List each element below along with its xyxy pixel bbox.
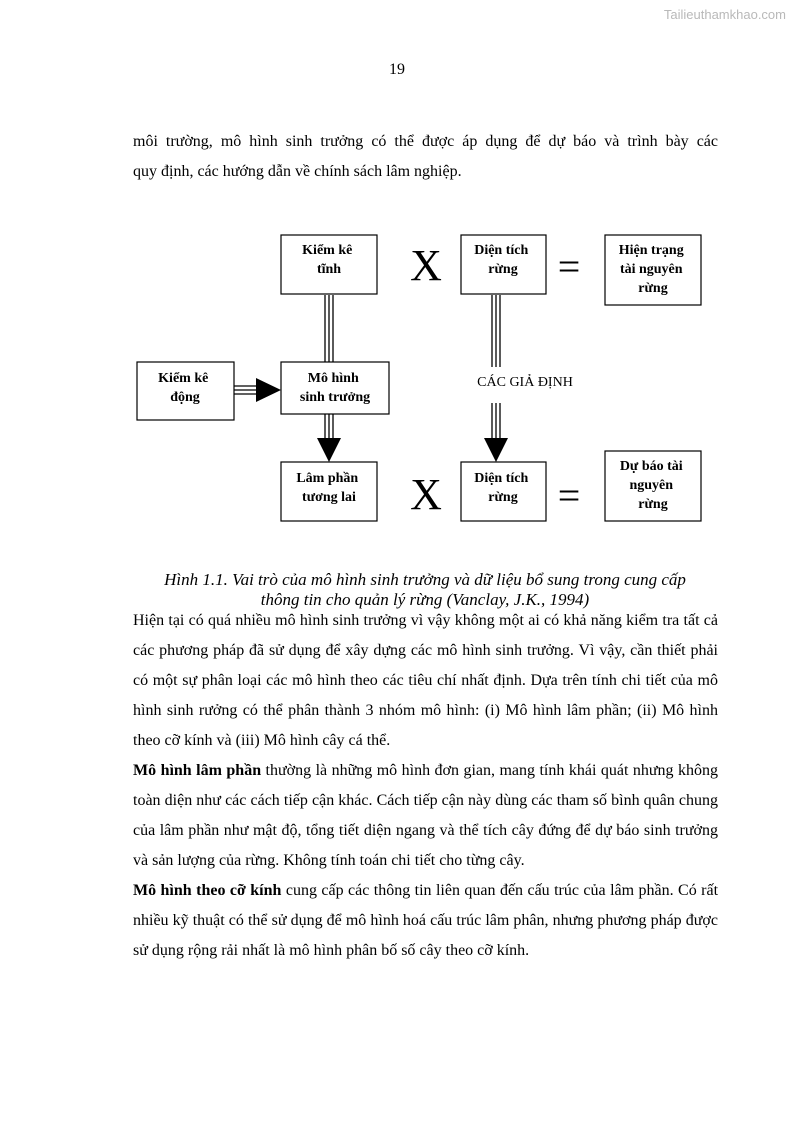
connector-static-to-model xyxy=(325,295,333,362)
growth-model-diagram xyxy=(0,0,794,560)
arrow-dynamic-to-model xyxy=(234,378,281,402)
watermark: Tailieuthamkhao.com xyxy=(663,7,786,22)
box-growth-model xyxy=(281,362,389,414)
label-current-resources: Hiện trạng tài nguyên rừng xyxy=(618,243,684,296)
label-future-stand: Lâm phần tương lai xyxy=(296,471,359,505)
label-forecast-resources: Dự báo tài nguyên rừng xyxy=(619,459,683,512)
equals-symbol-top: = xyxy=(557,244,581,289)
label-growth-model: Mô hình sinh trưởng xyxy=(299,371,371,405)
paragraph-overview: Hiện tại có quá nhiều mô hình sinh trưởng vì vậy không một ai có khả năng kiểm tra tất cả các phương pháp đã sử dụng để xây dựng các mô hình sinh trưởng. Vì vậy, cần thiết phải có một sự phân loại các mô hình theo các tiêu chí nhất định. Dựa trên tính chi tiết của mô hình sinh rưởng có thể phân thành 3 nhóm mô hình: (i) Mô hình lâm phần; (ii) Mô hình theo cỡ kính và (iii) Mô hình cây cá thể. xyxy=(133,612,718,749)
figure-caption xyxy=(100,570,750,610)
paragraph-stand-model-text: thường là những mô hình đơn gian, mang tính khái quát nhưng không toàn diện như các cách tiếp cận khác. Cách tiếp cận này dùng các tham số bình quân chung của lâm phần như mật độ, tổng tiết diện ngang và thể tích cây đứng để dự báo sinh trưởng và sản lượng của rừng. Không tính toán chi tiết cho từng cây. xyxy=(133,762,718,869)
page-number: 19 xyxy=(389,61,405,78)
intro-line-2: quy định, các hướng dẫn về chính sách lâm nghiệp. xyxy=(133,163,462,180)
body-text xyxy=(133,606,718,966)
caption-line-1: Hình 1.1. Vai trò của mô hình sinh trưởng và dữ liệu bổ sung trong cung cấp xyxy=(164,570,686,589)
term-stand-model: Mô hình lâm phần xyxy=(133,762,262,779)
intro-line-1: môi trường, mô hình sinh trưởng có thể được áp dụng để dự báo và trình bày các xyxy=(133,133,718,150)
label-area-top: Diện tích rừng xyxy=(474,243,529,277)
label-area-bottom: Diện tích rừng xyxy=(474,471,529,505)
multiply-symbol-top: X xyxy=(410,241,442,290)
arrow-model-to-future xyxy=(317,414,341,462)
label-dynamic-inventory: Kiểm kê động xyxy=(158,371,209,405)
paragraph-stand-model xyxy=(133,756,718,876)
paragraph-diameter-class-text: cung cấp các thông tin liên quan đến cấu trúc của lâm phần. Có rất nhiều kỹ thuật có thể sử dụng để mô hình hoá cấu trúc lâm phân, nhưng phương pháp được sử dụng rộng rải nhất là mô hình phân bố số cây theo cỡ kính. xyxy=(133,882,719,959)
multiply-symbol-bottom: X xyxy=(410,470,442,519)
caption-line-2: thông tin cho quản lý rừng (Vanclay, J.K., 1994) xyxy=(260,590,590,609)
assumptions-label: CÁC GIẢ ĐỊNH xyxy=(477,375,573,390)
equals-symbol-bottom: = xyxy=(557,473,581,518)
paragraph-diameter-class-model xyxy=(133,876,718,966)
term-diameter-class-model: Mô hình theo cỡ kính xyxy=(133,882,282,899)
label-static-inventory: Kiểm kê tĩnh xyxy=(302,243,353,277)
